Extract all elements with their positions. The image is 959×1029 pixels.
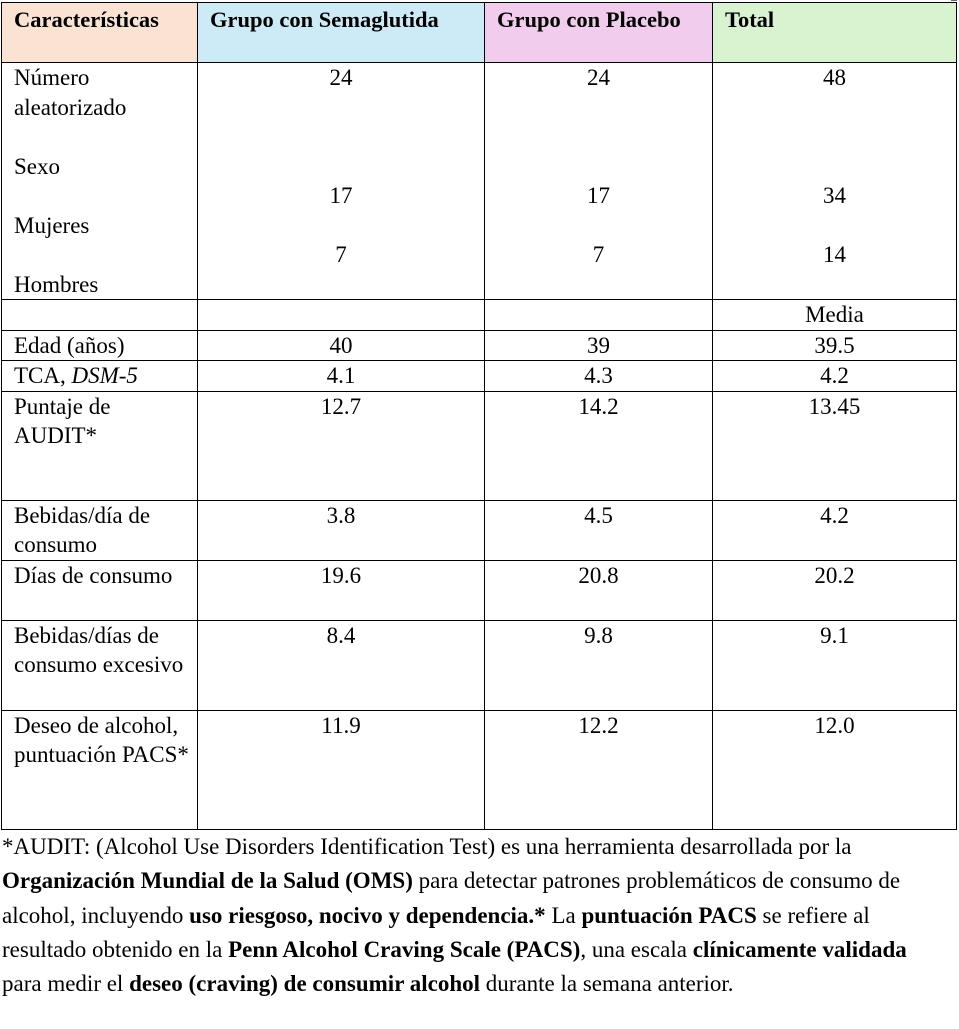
- label-edad: Edad (años): [2, 330, 198, 361]
- value-hombres-total: 14: [823, 242, 846, 267]
- value-pacs-semaglutida: 11.9: [198, 710, 485, 829]
- value-mujeres-placebo: 17: [587, 183, 610, 208]
- header-placebo: Grupo con Placebo: [485, 3, 713, 63]
- value-aleatorizado-total: 48: [823, 65, 846, 90]
- value-hombres-semaglutida: 7: [335, 242, 347, 267]
- value-hombres-placebo: 7: [592, 242, 605, 267]
- table-row-bebidas-excesivo: [2, 620, 957, 710]
- value-edad-placebo: 39: [485, 330, 713, 361]
- cell-placebo-group: [485, 63, 713, 300]
- label-bebidas-dia: Bebidas/día de consumo: [2, 500, 198, 560]
- value-bebidas-excesivo-placebo: 9.8: [485, 620, 713, 710]
- label-mujeres: Mujeres: [14, 212, 90, 238]
- label-pacs: Deseo de alcohol, puntuación PACS*: [2, 710, 198, 829]
- footnote-penn-scale: Penn Alcohol Craving Scale (PACS): [228, 936, 581, 962]
- footnote-oms: Organización Mundial de la Salud (OMS): [2, 868, 413, 894]
- characteristics-table: [1, 2, 957, 830]
- value-pacs-placebo: 12.2: [485, 710, 713, 829]
- value-tca-total: 4.2: [713, 361, 957, 392]
- value-mujeres-total: 34: [823, 183, 846, 208]
- value-tca-placebo: 4.3: [485, 361, 713, 392]
- value-bebidas-excesivo-total: 9.1: [713, 620, 957, 710]
- value-aleatorizado-semaglutida: 24: [329, 65, 353, 90]
- label-aleatorizado: Número aleatorizado: [14, 65, 127, 120]
- label-tca: TCA, DSM-5: [2, 361, 198, 392]
- label-hombres: Hombres: [14, 271, 99, 297]
- value-bebidas-dia-semaglutida: 3.8: [198, 500, 485, 560]
- table-row-demographics: [2, 63, 957, 300]
- value-bebidas-dia-total: 4.2: [713, 500, 957, 560]
- cell-semaglutida-group: [198, 63, 485, 300]
- table-row-media: [2, 300, 957, 331]
- value-dias-consumo-total: 20.2: [713, 560, 957, 620]
- header-caracteristicas: Características: [2, 3, 198, 63]
- value-tca-semaglutida: 4.1: [198, 361, 485, 392]
- value-edad-total: 39.5: [713, 330, 957, 361]
- value-pacs-total: 12.0: [713, 710, 957, 829]
- cell-label-group: [2, 63, 198, 300]
- value-edad-semaglutida: 40: [198, 330, 485, 361]
- value-dias-consumo-placebo: 20.8: [485, 560, 713, 620]
- value-aleatorizado-placebo: 24: [587, 65, 610, 90]
- value-audit-placebo: 14.2: [485, 391, 713, 500]
- value-bebidas-excesivo-semaglutida: 8.4: [198, 620, 485, 710]
- footnote-deseo: deseo (craving) de consumir alcohol: [129, 971, 481, 997]
- label-audit: Puntaje de AUDIT*: [2, 391, 198, 500]
- header-total: Total: [713, 3, 957, 63]
- cell-total-group: [713, 63, 957, 300]
- label-dias-consumo: Días de consumo: [2, 560, 198, 620]
- value-bebidas-dia-placebo: 4.5: [485, 500, 713, 560]
- header-semaglutida: Grupo con Semaglutida: [198, 3, 485, 63]
- value-media-total: Media: [713, 300, 957, 331]
- footnote-uso-riesgoso: uso riesgoso, nocivo y dependencia.*: [189, 902, 546, 928]
- label-sexo: Sexo: [14, 153, 60, 179]
- table-row-audit: [2, 391, 957, 500]
- footnote: *AUDIT: (Alcohol Use Disorders Identification Test) es una herramienta desarrollada por la Organización Mundial de la Salud (OMS) para detectar patrones problemáticos de consumo de alcohol, incluyendo uso riesgoso, nocivo y dependencia.* La puntuación PACS se refiere al resultado obtenido en la Penn Alcohol Craving Scale (PACS), una escala clínicamente validada para medir el deseo (craving) de consumir alcohol durante la semana anterior.: [2, 834, 907, 997]
- table-row-pacs: [2, 710, 957, 829]
- table-row-edad: [2, 330, 957, 361]
- value-mujeres-semaglutida: 17: [329, 183, 353, 208]
- value-audit-total: 13.45: [713, 391, 957, 500]
- value-audit-semaglutida: 12.7: [198, 391, 485, 500]
- footnote-puntuacion-pacs: puntuación PACS: [581, 902, 757, 928]
- value-dias-consumo-semaglutida: 19.6: [198, 560, 485, 620]
- header-row: [2, 3, 957, 63]
- footnote-validada: clínicamente validada: [692, 936, 907, 962]
- table-row-dias-consumo: [2, 560, 957, 620]
- label-bebidas-excesivo: Bebidas/días de consumo excesivo: [2, 620, 198, 710]
- table-row-bebidas-dia: [2, 500, 957, 560]
- table-row-tca: [2, 361, 957, 392]
